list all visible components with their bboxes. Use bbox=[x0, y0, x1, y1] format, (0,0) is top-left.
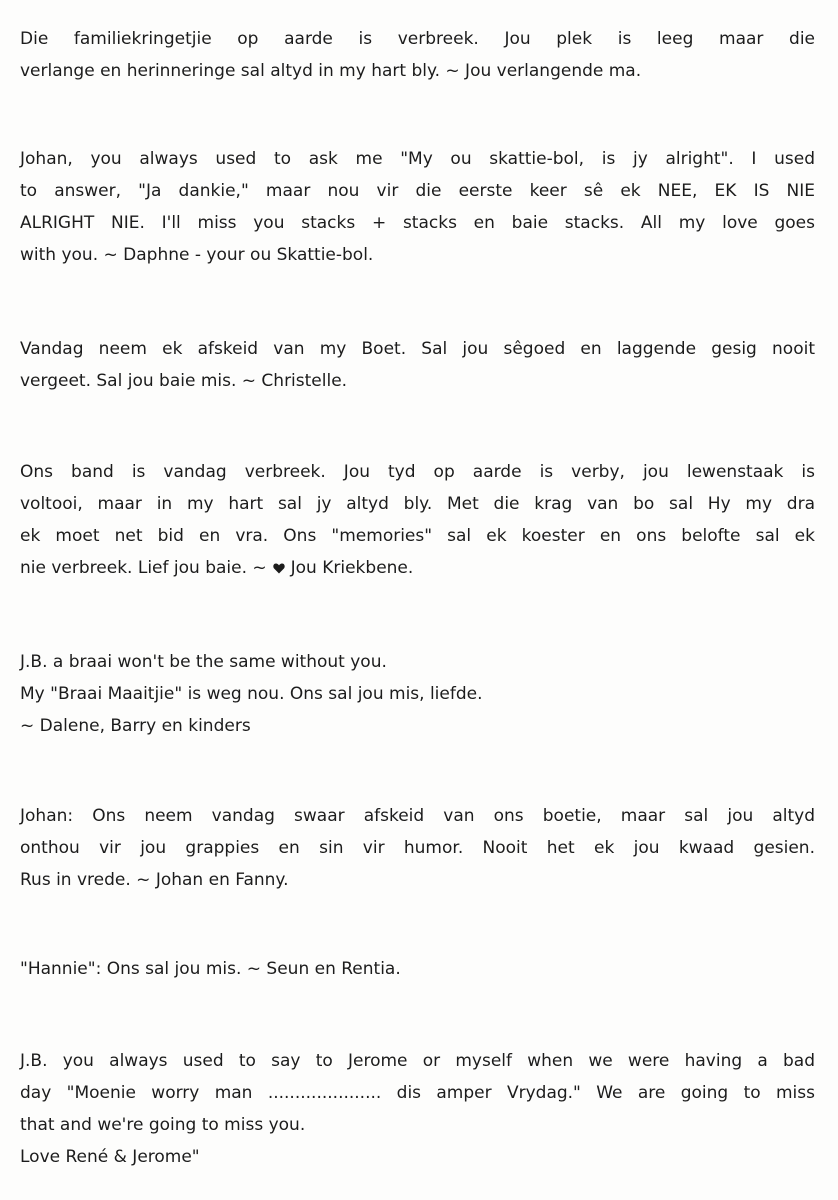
message-6 bbox=[20, 800, 815, 896]
message-line: voltooi, maar in my hart sal jy altyd bly. Met die krag van bo sal Hy my dra bbox=[20, 494, 815, 514]
message-7 bbox=[20, 953, 815, 985]
message-line: ~ Dalene, Barry en kinders bbox=[20, 716, 251, 736]
message-line: vergeet. Sal jou baie mis. ~ Christelle. bbox=[20, 371, 348, 391]
message-line: that and we're going to miss you. bbox=[20, 1115, 306, 1135]
message-line: Johan, you always used to ask me "My ou skattie-bol, is jy alright". I used bbox=[20, 149, 815, 169]
message-text: nie verbreek. Lief jou baie. ~ bbox=[20, 558, 267, 578]
message-line: ek moet net bid en vra. Ons "memories" sal ek koester en ons belofte sal ek bbox=[20, 526, 815, 546]
message-text: Jou Kriekbene. bbox=[290, 558, 414, 578]
message-line: Vandag neem ek afskeid van my Boet. Sal jou sêgoed en laggende gesig nooit bbox=[20, 339, 815, 359]
message-line: to answer, "Ja dankie," maar nou vir die eerste keer sê ek NEE, EK IS NIE bbox=[20, 181, 815, 201]
message-line: Rus in vrede. ~ Johan en Fanny. bbox=[20, 870, 289, 890]
message-8 bbox=[20, 1045, 815, 1173]
message-line: onthou vir jou grappies en sin vir humor. Nooit het ek jou kwaad gesien. bbox=[20, 838, 815, 858]
message-line: verlange en herinneringe sal altyd in my hart bly. ~ Jou verlangende ma. bbox=[20, 61, 642, 81]
message-line: Love René & Jerome" bbox=[20, 1147, 200, 1167]
message-line: "Hannie": Ons sal jou mis. ~ Seun en Rentia. bbox=[20, 959, 401, 979]
heart-icon bbox=[273, 563, 285, 574]
message-4 bbox=[20, 456, 815, 584]
message-line: Johan: Ons neem vandag swaar afskeid van ons boetie, maar sal jou altyd bbox=[20, 806, 815, 826]
message-line bbox=[20, 552, 815, 584]
message-3 bbox=[20, 333, 815, 397]
message-line: J.B. a braai won't be the same without you. bbox=[20, 652, 387, 672]
message-line: with you. ~ Daphne - your ou Skattie-bol. bbox=[20, 245, 374, 265]
message-line: J.B. you always used to say to Jerome or myself when we were having a bad bbox=[20, 1051, 815, 1071]
message-line: Die familiekringetjie op aarde is verbreek. Jou plek is leeg maar die bbox=[20, 29, 815, 49]
message-2 bbox=[20, 143, 815, 271]
message-line: Ons band is vandag verbreek. Jou tyd op aarde is verby, jou lewenstaak is bbox=[20, 462, 815, 482]
message-line: day "Moenie worry man ..................... dis amper Vrydag." We are going to miss bbox=[20, 1083, 815, 1103]
message-line: My "Braai Maaitjie" is weg nou. Ons sal jou mis, liefde. bbox=[20, 684, 483, 704]
message-1 bbox=[20, 23, 815, 87]
message-5 bbox=[20, 646, 815, 742]
message-line: ALRIGHT NIE. I'll miss you stacks + stacks en baie stacks. All my love goes bbox=[20, 213, 815, 233]
